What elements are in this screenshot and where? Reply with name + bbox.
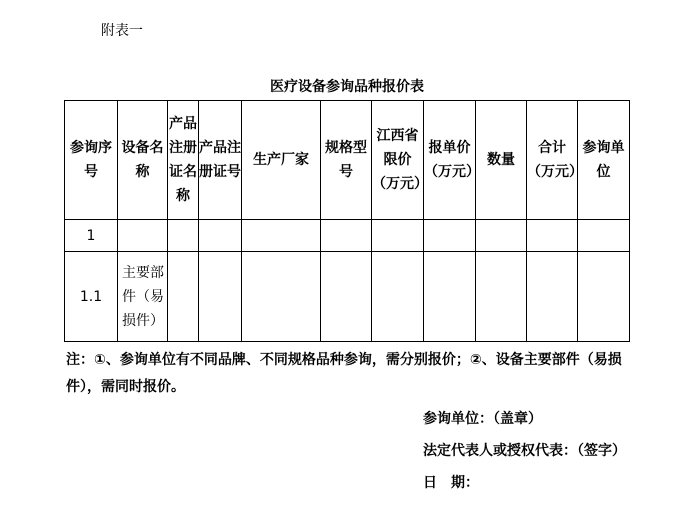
table-cell: [424, 220, 476, 252]
table-cell: [527, 252, 578, 342]
table-cell: [242, 220, 321, 252]
header-cell: 参询序号: [65, 101, 118, 220]
quote-table: [64, 100, 630, 342]
table-cell: 主要部件（易损件）: [118, 252, 168, 342]
header-cell: 江西省限价（万元）: [372, 101, 424, 220]
table-cell: 1: [65, 220, 118, 252]
table-cell: [424, 252, 476, 342]
table-cell: [199, 220, 242, 252]
signature-unit: 参询单位：（盖章）: [423, 411, 542, 427]
table-cell: [578, 252, 630, 342]
header-cell: 设备名称: [118, 101, 168, 220]
table-cell: [527, 220, 578, 252]
header-cell: 产品注册证号: [199, 101, 242, 220]
table-row: [65, 252, 630, 342]
table-header-row: [65, 101, 630, 220]
header-cell: 生产厂家: [242, 101, 321, 220]
table-cell: [578, 220, 630, 252]
attachment-label: 附表一: [101, 23, 143, 39]
table-row: [65, 220, 630, 252]
table-cell: 1.1: [65, 252, 118, 342]
signature-representative: 法定代表人或授权代表：（签字）: [423, 443, 626, 459]
header-cell: 数量: [476, 101, 527, 220]
footnote: 注：①、参询单位有不同品牌、不同规格品种参询，需分别报价；②、设备主要部件（易损件），需同时报价。: [66, 352, 622, 395]
table-cell: [372, 220, 424, 252]
header-cell: 报单价（万元）: [424, 101, 476, 220]
header-cell: 规格型号: [321, 101, 372, 220]
table-cell: [118, 220, 168, 252]
table-cell: [476, 220, 527, 252]
table-cell: [476, 252, 527, 342]
table-cell: [321, 252, 372, 342]
table-cell: [372, 252, 424, 342]
header-cell: 合计（万元）: [527, 101, 578, 220]
signature-date: 日 期：: [423, 475, 479, 491]
table-title: 医疗设备参询品种报价表: [270, 79, 424, 95]
table-cell: [168, 252, 199, 342]
table-cell: [242, 252, 321, 342]
header-cell: 产品注册证名称: [168, 101, 199, 220]
table-cell: [168, 220, 199, 252]
table-cell: [199, 252, 242, 342]
table-cell: [321, 220, 372, 252]
header-cell: 参询单位: [578, 101, 630, 220]
